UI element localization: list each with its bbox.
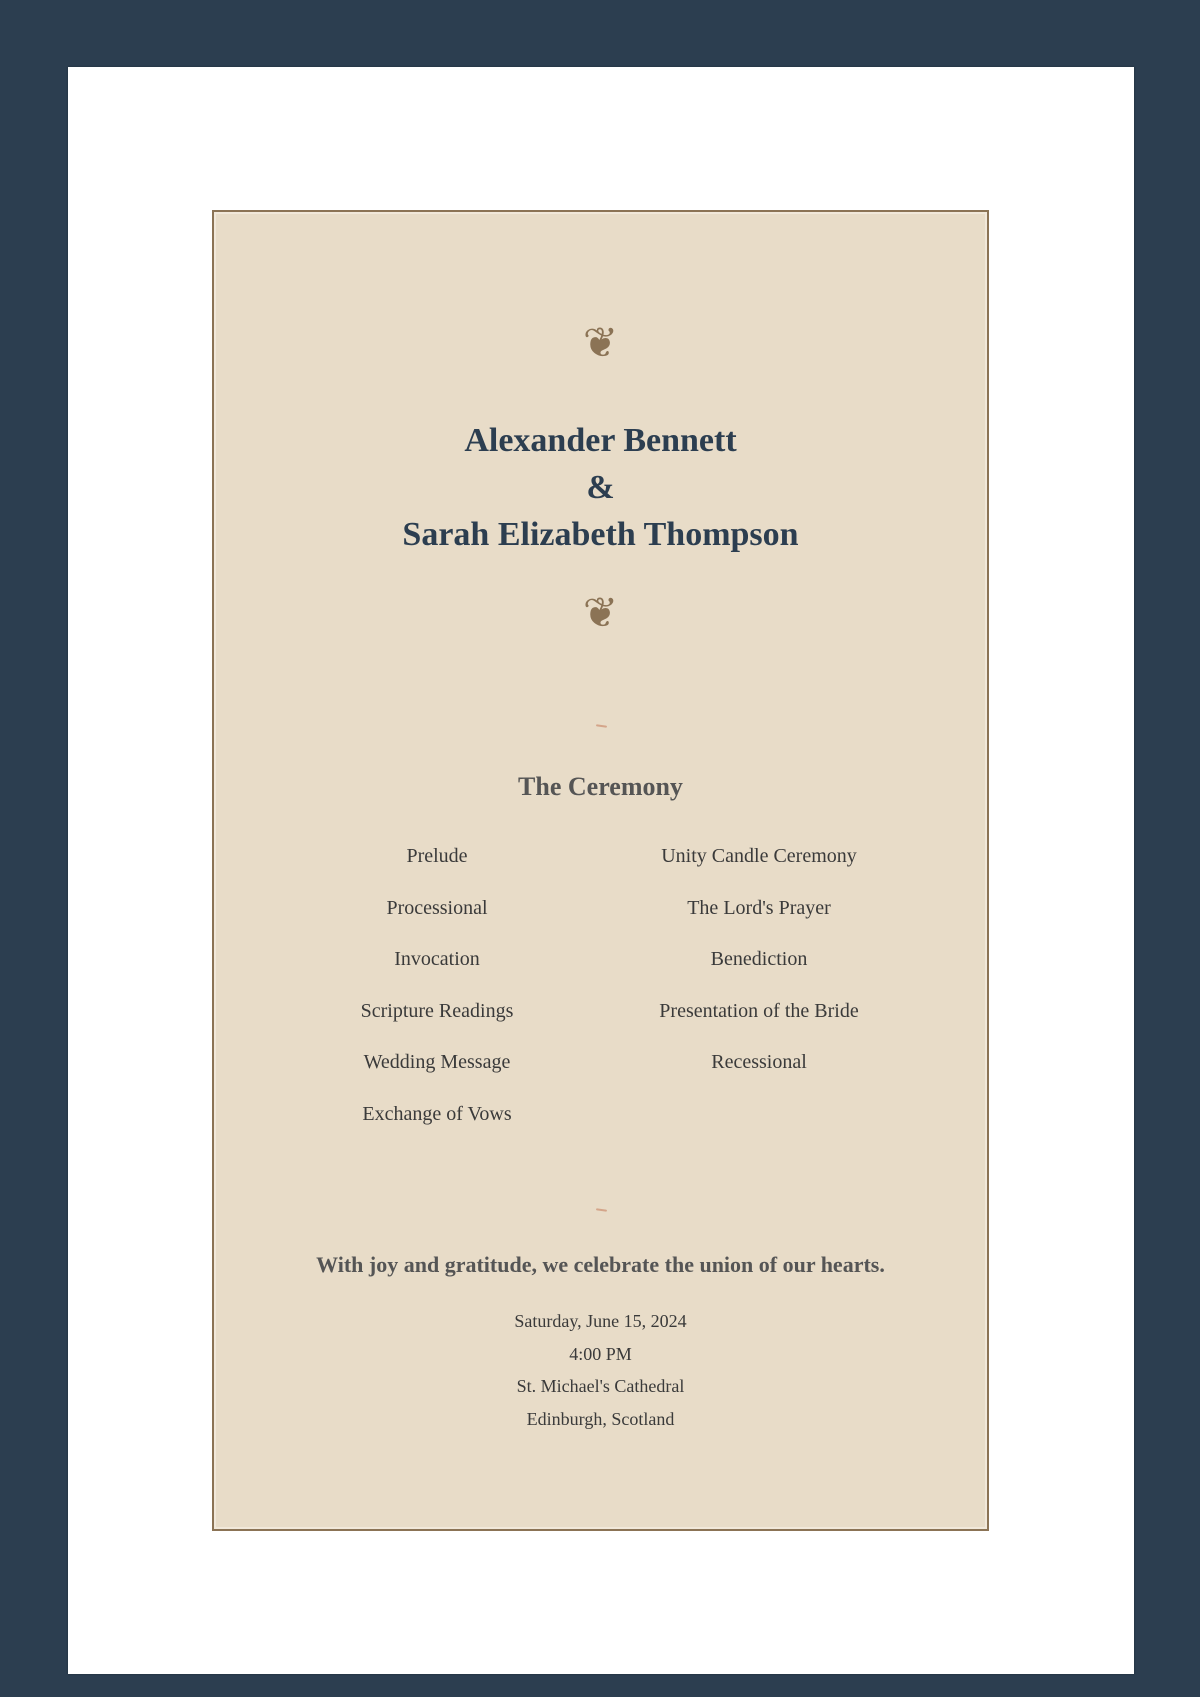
program-column-left (307, 845, 567, 1154)
event-venue: St. Michael's Cathedral (516, 1376, 685, 1396)
event-location: Edinburgh, Scotland (526, 1408, 675, 1429)
program-item: Recessional (711, 1051, 807, 1073)
groom-name: Alexander Bennett (464, 422, 737, 459)
ampersand: & (586, 469, 615, 506)
floral-heart-icon: ❦ (582, 588, 619, 637)
program-item: Unity Candle Ceremony (661, 845, 857, 867)
program-item: Exchange of Vows (362, 1102, 512, 1125)
program-item: Presentation of the Bride (659, 999, 859, 1022)
ceremony-title: The Ceremony (518, 772, 683, 801)
event-time: 4:00 PM (569, 1343, 632, 1364)
document-page (68, 67, 1134, 1674)
program-item: Wedding Message (363, 1051, 511, 1073)
couple-names (214, 417, 987, 558)
closing-message: With joy and gratitude, we celebrate the union of our hearts. (316, 1252, 885, 1277)
floral-heart-icon: ❦ (582, 318, 619, 367)
program-item: Processional (386, 896, 488, 919)
event-date: Saturday, June 15, 2024 (514, 1311, 687, 1331)
flourish-divider (595, 1208, 606, 1212)
program-item: The Lord's Prayer (687, 896, 831, 919)
program-column-right (619, 845, 899, 1103)
program-item: Scripture Readings (360, 999, 514, 1022)
event-details (214, 1310, 987, 1440)
bride-name: Sarah Elizabeth Thompson (402, 516, 799, 553)
flourish-divider (595, 724, 606, 728)
program-item: Invocation (394, 948, 480, 970)
program-item: Benediction (710, 948, 808, 970)
program-item: Prelude (406, 845, 468, 867)
wedding-program-card (212, 210, 989, 1531)
